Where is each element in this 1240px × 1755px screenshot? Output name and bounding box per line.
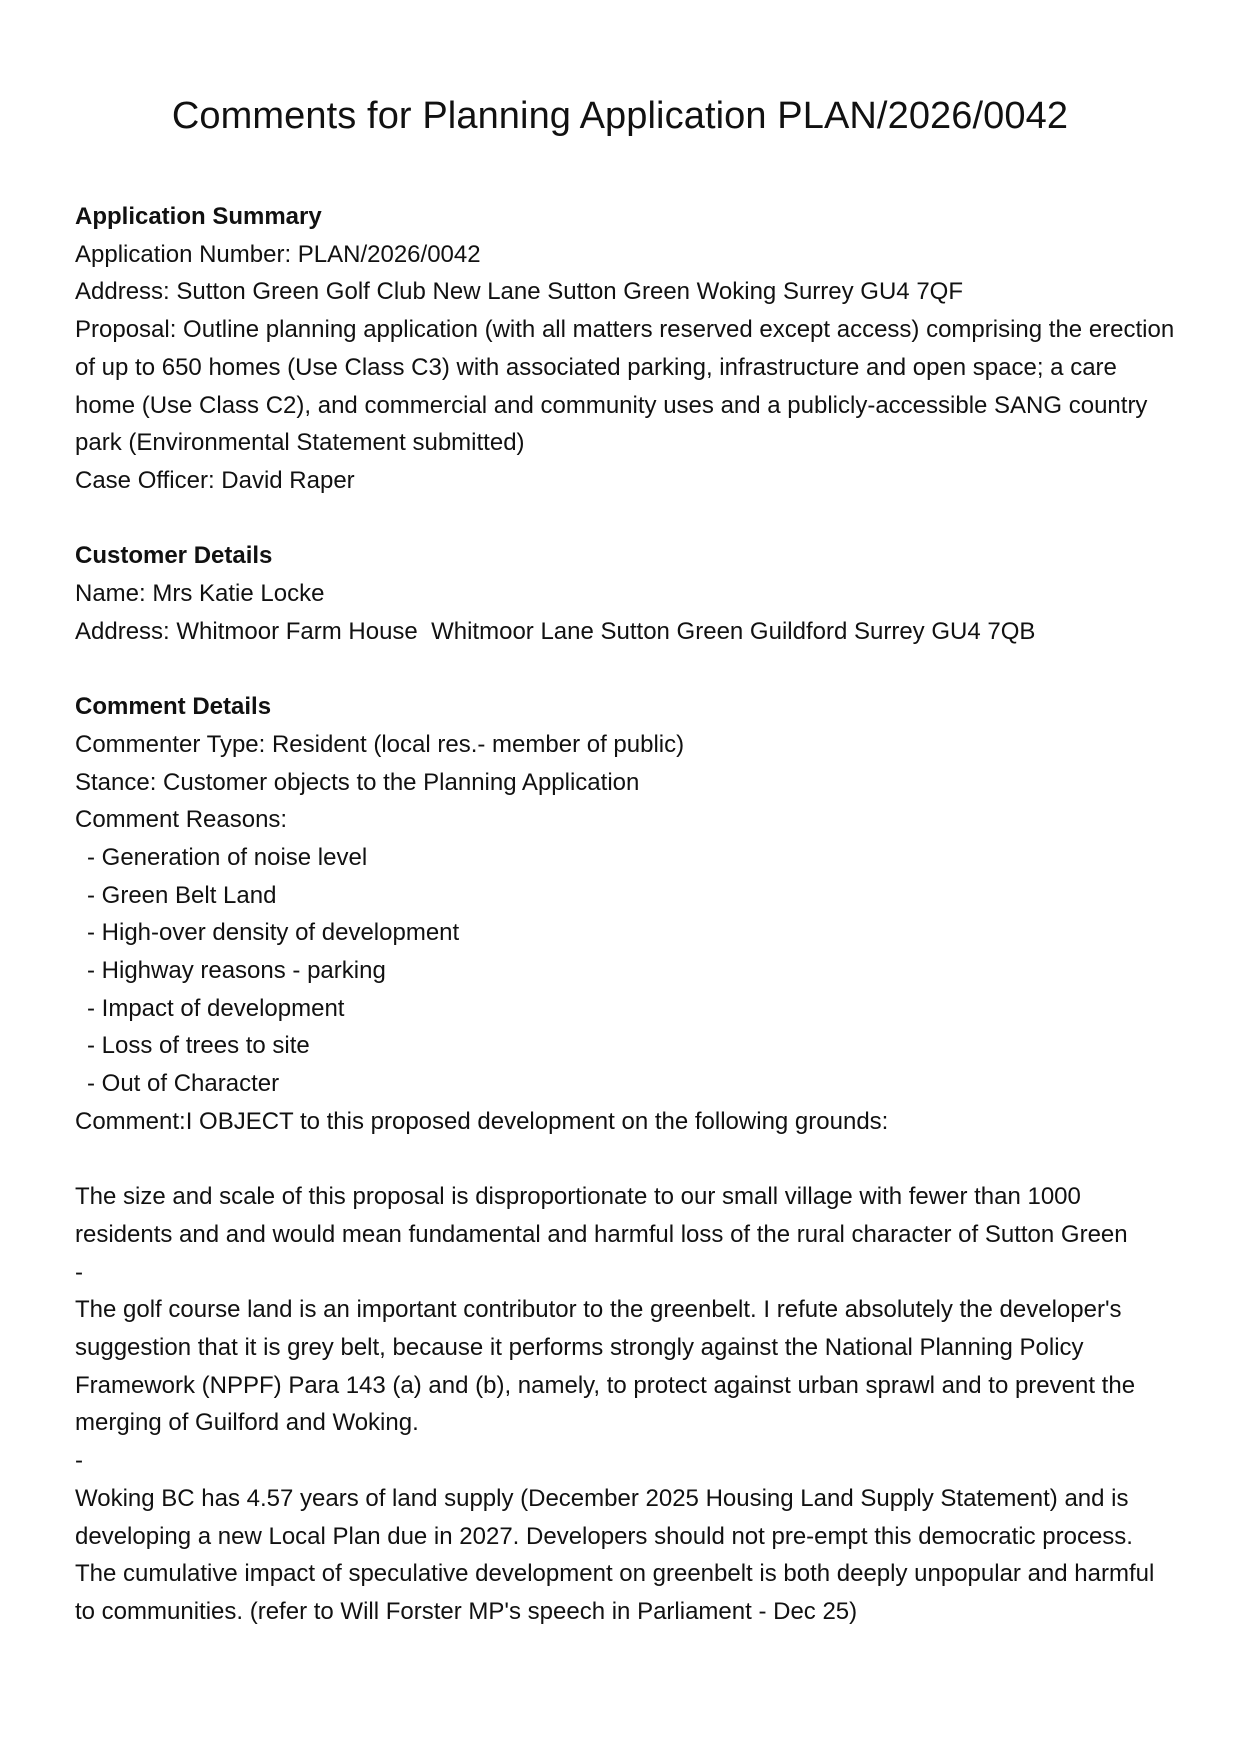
application-summary-section	[75, 198, 1181, 500]
section-gap	[75, 500, 1175, 538]
comment-paragraph-2: The golf course land is an important contributor to the greenbelt. I refute absolutely the developer's suggestion that it is grey belt, because it performs strongly against the National Planning Policy Framework (NPPF) Para 143 (a) and (b), namely, to protect against urban sprawl and to prevent the merging of Guilford and Woking.	[75, 1296, 1136, 1437]
comment-reason-item: - Generation of noise level	[87, 843, 368, 871]
paragraph-gap	[75, 1141, 1175, 1179]
application-proposal: Proposal: Outline planning application (with all matters reserved except access) comprising the erection of up to 650 homes (Use Class C3) with associated parking, infrastructure and open space; a care home (Use Class C2), and commercial and community uses and a publicly-accessible SANG country park (Environmental Statement submitted)	[75, 316, 1181, 457]
page-title: Comments for Planning Application PLAN/2026/0042	[171, 95, 1069, 137]
comment-reason-item: - Impact of development	[87, 994, 345, 1022]
customer-name: Name: Mrs Katie Locke	[75, 580, 325, 608]
application-summary-heading: Application Summary	[75, 203, 322, 230]
comment-reason-item: - Loss of trees to site	[87, 1032, 310, 1060]
stance: Stance: Customer objects to the Planning Application	[75, 768, 640, 796]
comment-reasons-label: Comment Reasons:	[75, 806, 288, 834]
comment-reason-item: - Green Belt Land	[87, 881, 277, 909]
comment-reason-item: - Highway reasons - parking	[87, 957, 386, 985]
comment-reasons-list	[75, 839, 1175, 1103]
comment-paragraph-3: Woking BC has 4.57 years of land supply (December 2025 Housing Land Supply Statement) and is developing a new Local Plan due in 2027. Developers should not pre-empt this democratic process. The cumulative impact of speculative development on greenbelt is both deeply unpopular and harmful to communities. (refer to Will Forster MP's speech in Parliament - Dec 25)	[75, 1484, 1155, 1625]
comment-paragraph-1: The size and scale of this proposal is disproportionate to our small village with fewer than 1000 residents and and would mean fundamental and harmful loss of the rural character of Sutton Green	[75, 1183, 1128, 1248]
comment-separator: -	[75, 1258, 83, 1286]
application-address: Address: Sutton Green Golf Club New Lane Sutton Green Woking Surrey GU4 7QF	[75, 278, 963, 306]
comment-separator: -	[75, 1447, 83, 1475]
comment-details-heading: Comment Details	[75, 693, 272, 721]
comment-reason-item: - High-over density of development	[87, 919, 460, 947]
customer-address: Address: Whitmoor Farm House Whitmoor Lane Sutton Green Guildford Surrey GU4 7QB	[75, 617, 1036, 645]
comment-reason-item: - Out of Character	[87, 1070, 280, 1098]
section-gap	[75, 650, 1175, 688]
comment-details-section	[75, 688, 1175, 1631]
case-officer: Case Officer: David Raper	[75, 466, 355, 494]
document-body	[75, 198, 1181, 1631]
customer-details-heading: Customer Details	[75, 542, 273, 570]
application-number: Application Number: PLAN/2026/0042	[75, 240, 481, 268]
comment-intro: Comment:I OBJECT to this proposed development on the following grounds:	[75, 1107, 889, 1135]
commenter-type: Commenter Type: Resident (local res.- member of public)	[75, 730, 685, 758]
customer-details-section	[75, 537, 1175, 650]
